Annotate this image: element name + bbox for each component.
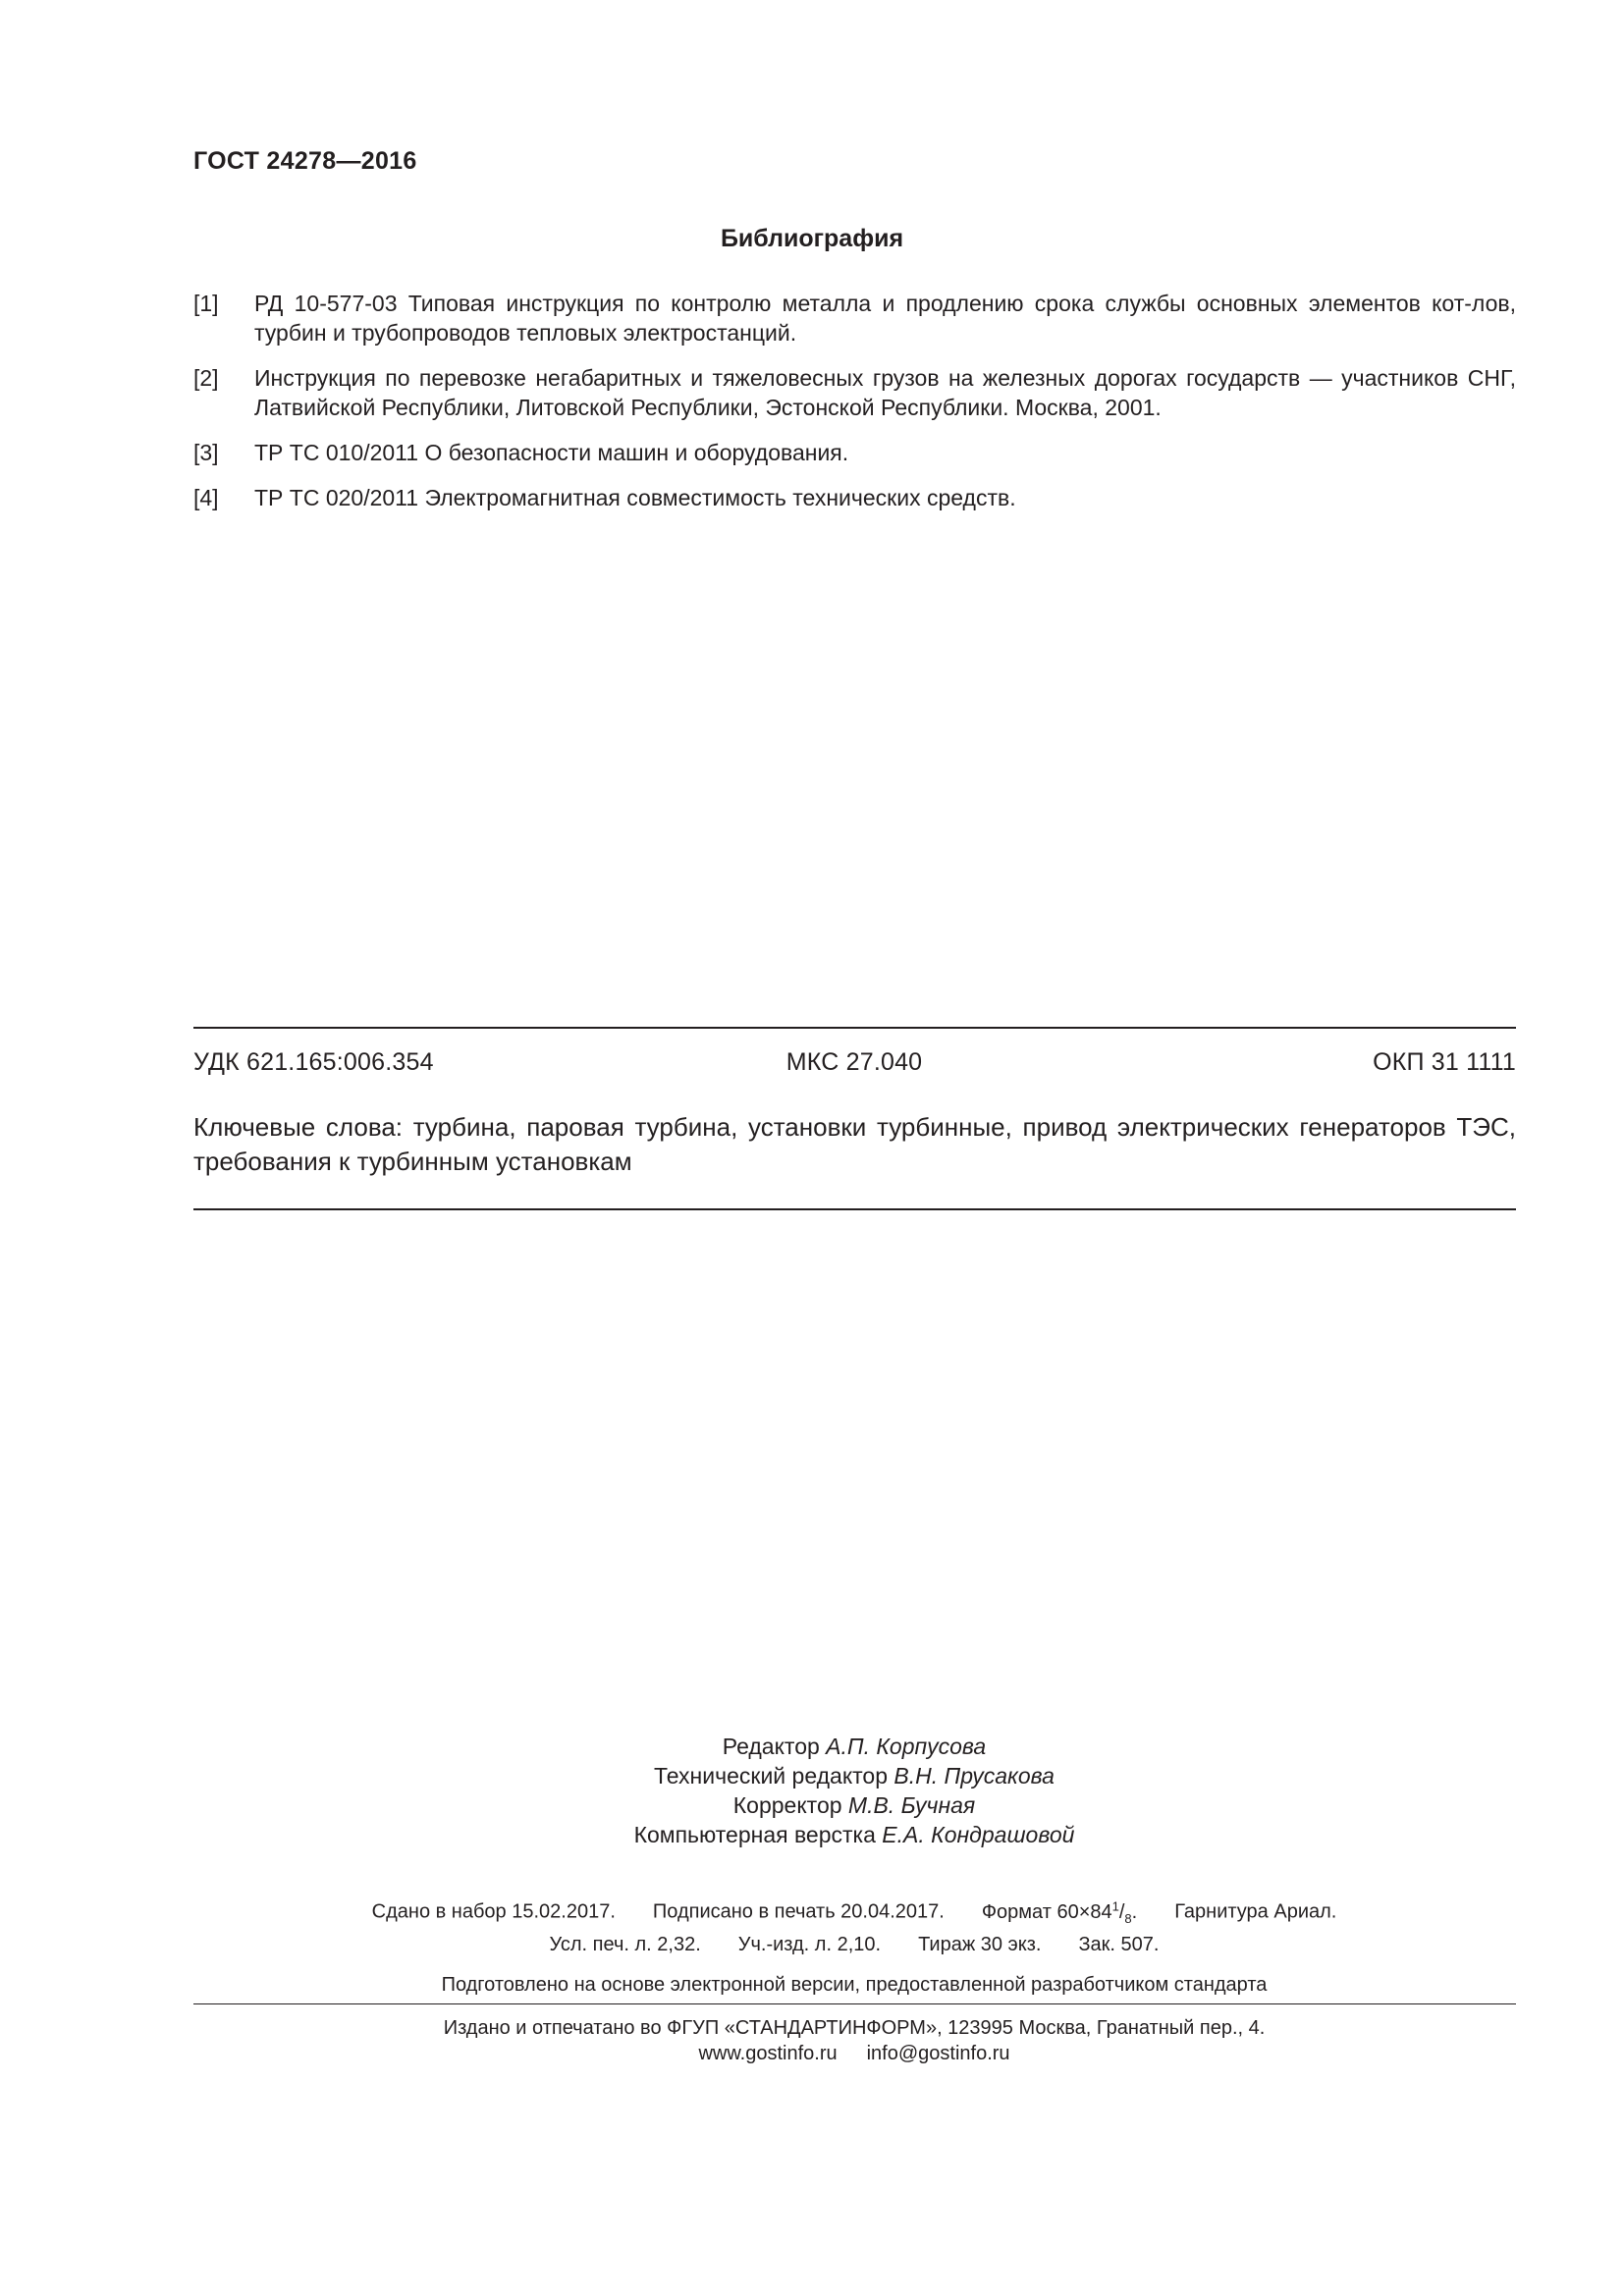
publication-sheets: Уч.-изд. л. 2,10. <box>737 1933 882 1955</box>
staff-line <box>0 1761 1624 1790</box>
typeface: Гарнитура Ариал. <box>1174 1900 1337 1923</box>
bibliography-entry-number: [1] <box>193 291 219 316</box>
bibliography-list <box>193 289 1516 528</box>
keywords: Ключевые слова: турбина, паровая турбина, установки турбинные, привод электрических генераторов ТЭС, требования к турбинным установкам <box>193 1112 1516 1176</box>
print-sheets: Усл. печ. л. 2,32. <box>549 1933 701 1955</box>
print-run: Тираж 30 экз. <box>918 1933 1042 1955</box>
bibliography-entry-text: ТР ТС 020/2011 Электромагнитная совместимость технических средств. <box>254 485 1016 510</box>
staff-person: В.Н. Прусакова <box>893 1763 1055 1789</box>
publisher-website[interactable]: www.gostinfo.ru <box>698 2043 838 2064</box>
publisher-address: Издано и отпечатано во ФГУП «СТАНДАРТИНФОРМ», 123995 Москва, Гранатный пер., 4. <box>443 2017 1266 2039</box>
bibliography-entry-text: Инструкция по перевозке негабаритных и тяжеловесных грузов на железных дорогах государств — участников СНГ, Латвийской Республики, Литовской Республики, Эстонской Республики. Москва, 2001. <box>254 365 1516 420</box>
publisher-email[interactable]: info@gostinfo.ru <box>866 2043 1010 2064</box>
divider-bottom <box>193 2003 1516 2004</box>
paper-format: Формат $60\times 84^1/_8$. <box>981 1898 1138 1926</box>
prepared-note: Подготовлено на основе электронной версии, предоставленной разработчиком стандарта <box>441 1974 1268 1996</box>
bibliography-entry <box>193 438 1516 467</box>
bibliography-title: Библиография <box>720 225 904 252</box>
staff-person: М.В. Бучная <box>847 1792 976 1818</box>
okp-code: ОКП 31 1111 <box>1373 1048 1516 1076</box>
staff-line <box>0 1732 1624 1761</box>
bibliography-entry-number: [3] <box>193 440 219 465</box>
publisher-info <box>0 2015 1624 2066</box>
bibliography-entry <box>193 289 1516 347</box>
bibliography-entry-number: [4] <box>193 485 219 510</box>
staff-role: Компьютерная верстка <box>633 1822 876 1847</box>
print-info-line-2 <box>0 1932 1624 1957</box>
divider-keywords <box>193 1208 1516 1210</box>
staff-credits <box>0 1732 1624 1849</box>
publisher-contacts <box>0 2041 1624 2066</box>
staff-person: Е.А. Кондрашовой <box>882 1822 1075 1847</box>
bibliography-entry-number: [2] <box>193 365 219 391</box>
bibliography-entry-text: ТР ТС 010/2011 О безопасности машин и оборудования. <box>254 440 849 465</box>
signed-date: Подписано в печать 20.04.2017. <box>652 1900 945 1923</box>
print-info <box>0 1894 1624 1957</box>
bibliography-entry <box>193 483 1516 512</box>
staff-person: А.П. Корпусова <box>826 1734 987 1759</box>
order-number: Зак. 507. <box>1078 1933 1160 1955</box>
bibliography-entry <box>193 363 1516 422</box>
print-info-line-1 <box>0 1894 1624 1932</box>
divider-top <box>193 1027 1516 1029</box>
submitted-date: Сдано в набор 15.02.2017. <box>371 1900 616 1923</box>
staff-role: Редактор <box>722 1734 820 1759</box>
udk-code: УДК 621.165:006.354 <box>193 1048 434 1076</box>
document-code: ГОСТ 24278—2016 <box>193 147 417 175</box>
bibliography-entry-text: РД 10-577-03 Типовая инструкция по контролю металла и продлению срока службы основных элементов кот-лов, турбин и трубопроводов тепловых электростанций. <box>254 291 1516 346</box>
mks-code: МКС 27.040 <box>785 1048 923 1076</box>
staff-role: Технический редактор <box>654 1763 889 1789</box>
staff-line <box>0 1790 1624 1820</box>
staff-line <box>0 1820 1624 1849</box>
staff-role: Корректор <box>732 1792 842 1818</box>
